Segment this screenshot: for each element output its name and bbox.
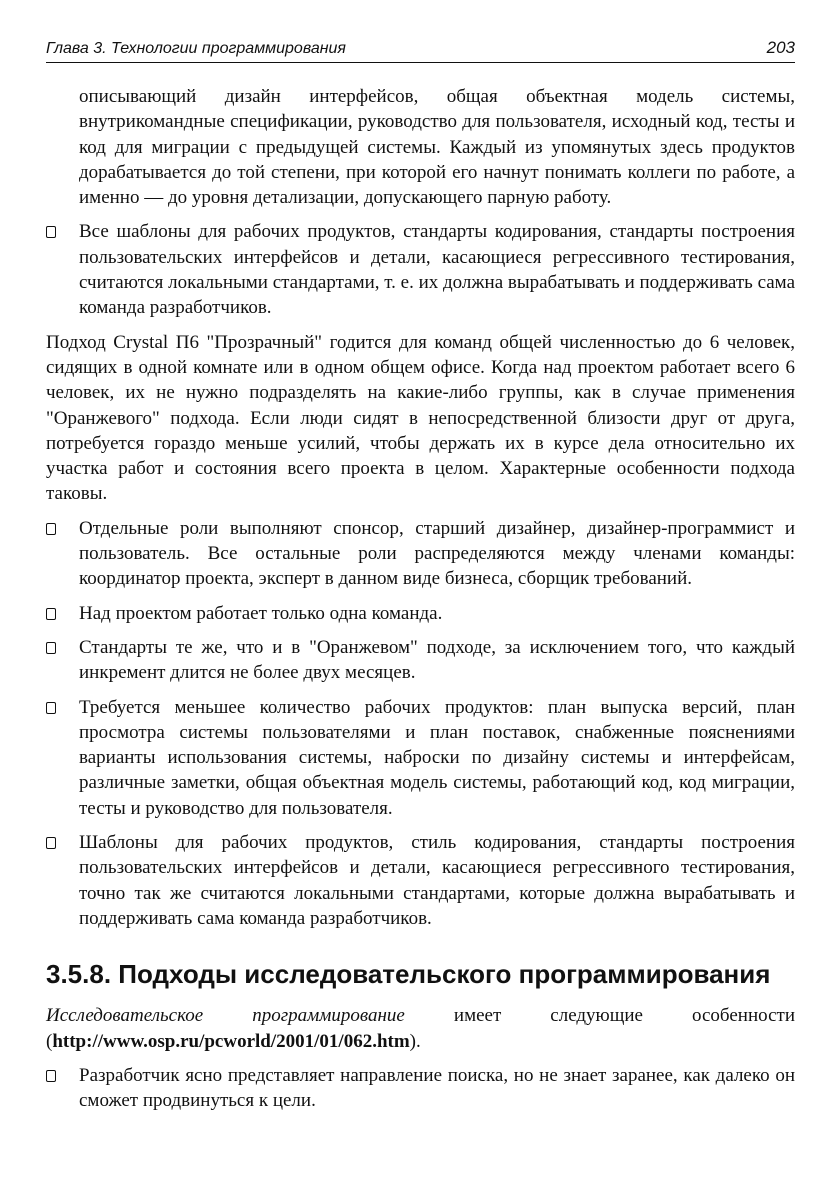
list-item <box>46 830 795 931</box>
intro-text: имеет следующие особенности ( <box>46 1005 795 1052</box>
intro-end: ). <box>409 1030 421 1052</box>
checkbox-bullet-icon <box>46 226 56 238</box>
intro-term: Исследовательское программирование <box>46 1005 405 1027</box>
checkbox-bullet-icon <box>46 837 56 849</box>
page-number: 203 <box>766 38 795 57</box>
paragraph-crystal: Подход Crystal П6 "Прозрачный" годится для команд общей численностью до 6 человек, сидящих в одной комнате или в одном общем офисе. Когда над проектом работает всего 6 человек, их не нужно подразделять на какие-либо группы, как в случае применения "Оранжевого" подхода. Если люди сидят в непосредственной близости друг от друга, потребуется гораздо меньше усилий, чтобы держать их в курсе дела относительно их участка работ и состояния всего проекта в целом. Характерные особенности подхода таковы. <box>46 331 795 505</box>
list-item <box>46 635 795 686</box>
list-item-text: Все шаблоны для рабочих продуктов, стандарты кодирования, стандарты построения пользовательских интерфейсов и детали, касающиеся регрессивного тестирования, считаются локальными стандартами, т. е. их должна вырабатывать и поддерживать сама команда разработчиков. <box>79 221 796 319</box>
continued-paragraph: описывающий дизайн интерфейсов, общая объектная модель системы, внутрикомандные спецификации, руководство для пользователя, исходный код, тесты и код для миграции с предыдущей системы. Каждый из упомянутых здесь продуктов дорабатывается до той степени, при которой его начнут понимать коллеги по работе, а именно — до уровня детализации, допускающего парную работу. <box>79 86 795 209</box>
source-url: http://www.osp.ru/pcworld/2001/01/062.htm <box>52 1030 410 1052</box>
section-heading: 3.5.8. Подходы исследовательского программирования <box>46 959 771 990</box>
checkbox-bullet-icon <box>46 642 56 654</box>
list-item-text: Шаблоны для рабочих продуктов, стиль кодирования, стандарты построения пользовательских интерфейсов и детали, касающиеся регрессивного тестирования, точно так же считаются локальными стандартами, которые должна вырабатывать и поддерживать сама команда разработчиков. <box>79 832 795 929</box>
list-item <box>46 1063 795 1114</box>
page-body <box>46 84 795 1113</box>
list-item-text: Стандарты те же, что и в "Оранжевом" подходе, за исключением того, что каждый инкремент длится не более двух месяцев. <box>79 636 795 684</box>
list-item-text: Разработчик ясно представляет направление поиска, но не знает заранее, как далеко он сможет продвинуться к цели. <box>79 1064 795 1112</box>
list-item <box>46 695 795 821</box>
list-item <box>46 516 795 592</box>
checkbox-bullet-icon <box>46 608 56 620</box>
list-item-text: Над проектом работает только одна команда. <box>79 602 443 624</box>
chapter-title: Глава 3. Технологии программирования <box>46 40 346 57</box>
checkbox-bullet-icon <box>46 1070 56 1082</box>
list-item <box>46 601 795 626</box>
checkbox-bullet-icon <box>46 523 56 535</box>
section-intro <box>46 1003 795 1054</box>
list-item-text: Требуется меньшее количество рабочих продуктов: план выпуска версий, план просмотра системы пользователями и план поставок, снабженные пояснениями варианты использования системы, наброски по дизайну системы и интерфейсам, различные заметки, общая объектная модель системы, работающий код, код миграции, тесты и руководство для пользователя. <box>79 696 795 819</box>
list-item <box>46 219 795 320</box>
checkbox-bullet-icon <box>46 702 56 714</box>
list-item-text: Отдельные роли выполняют спонсор, старший дизайнер, дизайнер-программист и пользователь. Все остальные роли распределяются между членами команды: координатор проекта, эксперт в данном виде бизнеса, сборщик требований. <box>79 517 795 590</box>
running-header <box>46 34 795 63</box>
